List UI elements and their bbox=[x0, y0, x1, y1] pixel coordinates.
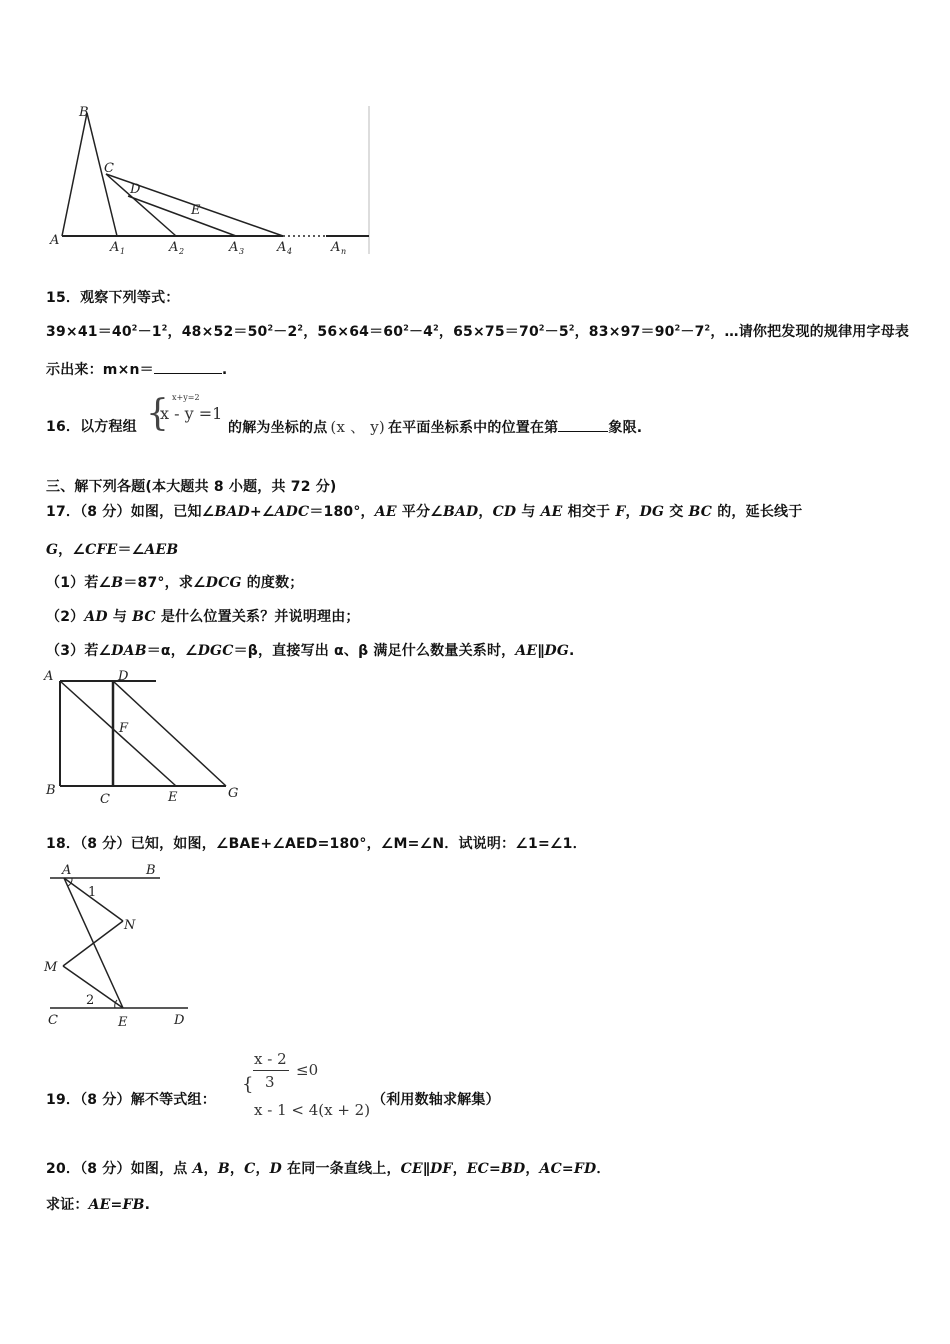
label-C: C bbox=[48, 1013, 58, 1028]
q19-denominator: 3 bbox=[265, 1073, 275, 1091]
q15-e5a: 2 bbox=[674, 323, 681, 333]
q19-line2: x - 1 < 4(x + 2) bbox=[254, 1101, 371, 1119]
q17-s3a: （3）若∠ bbox=[46, 643, 112, 659]
q19-numerator: x - 2 bbox=[254, 1050, 287, 1068]
label-C: C bbox=[100, 792, 110, 807]
q19-brace: { bbox=[242, 1074, 254, 1095]
q17-s2d: BC bbox=[132, 609, 156, 625]
q16-middle: 的解为坐标的点 bbox=[228, 420, 328, 436]
q17-t1: 平分∠ bbox=[396, 504, 443, 520]
q20-o: ， bbox=[525, 1161, 540, 1177]
label-E: E bbox=[191, 203, 201, 218]
q15-eq3: ，56×64＝60 bbox=[303, 324, 404, 340]
q15-line3 bbox=[46, 359, 227, 379]
q17-s1b: B bbox=[111, 575, 124, 591]
q17-eq180: ＝180°， bbox=[309, 504, 375, 520]
q15-m1: －1 bbox=[137, 324, 162, 340]
q17-l2c: CFE bbox=[85, 542, 118, 558]
q20-a: 20．（8 分）如图，点 bbox=[46, 1161, 193, 1177]
q17-comma1: ， bbox=[478, 504, 493, 520]
q17-s3f: AE bbox=[515, 643, 538, 659]
q15-e3b: 2 bbox=[433, 323, 439, 333]
q20-proof-b: AE=FB bbox=[88, 1197, 145, 1213]
seg-DA3 bbox=[128, 196, 236, 236]
label-C: C bbox=[104, 161, 114, 176]
q17-sub2 bbox=[46, 606, 360, 626]
label-D: D bbox=[130, 182, 141, 197]
label-D: D bbox=[118, 669, 129, 684]
section3-title: 三、解下列各题(本大题共 8 小题，共 72 分) bbox=[46, 479, 337, 495]
q19-prefix: 19．（8 分）解不等式组： bbox=[46, 1092, 216, 1108]
q17-s1a: （1）若∠ bbox=[46, 575, 112, 591]
q18-text: 18．（8 分）已知，如图，∠BAE+∠AED=180°，∠M=∠N．试说明：∠1=∠1． bbox=[46, 836, 587, 852]
q20-p: AC=FD bbox=[539, 1161, 597, 1177]
q17-s3e: ＝β，直接写出 α、β 满足什么数量关系时， bbox=[233, 643, 516, 659]
q17-s2b: AD bbox=[84, 609, 108, 625]
q20-n: EC=BD bbox=[466, 1161, 526, 1177]
q20-j: CE bbox=[400, 1161, 423, 1177]
q15-e4b: 2 bbox=[568, 323, 575, 333]
q17-sub3 bbox=[46, 640, 575, 660]
label-D: D bbox=[174, 1013, 185, 1028]
q16-end: 象限. bbox=[608, 420, 643, 436]
label-A4-sub: 4 bbox=[287, 247, 293, 256]
label-2: 2 bbox=[86, 993, 95, 1008]
q17-line2 bbox=[46, 539, 178, 559]
seg-CA2 bbox=[106, 174, 176, 236]
q15-e2b: 2 bbox=[297, 323, 304, 333]
q17-t2: 与 bbox=[516, 504, 541, 520]
label-N: N bbox=[124, 918, 136, 933]
q15-e3a: 2 bbox=[403, 323, 409, 333]
q16-eq-top: x+y=2 bbox=[172, 393, 200, 402]
q17-s2a: （2） bbox=[46, 609, 85, 625]
seg-AE bbox=[60, 681, 176, 786]
q17-dg: DG bbox=[639, 504, 665, 520]
figure-q14 bbox=[46, 96, 376, 266]
q17-s2e: 是什么位置关系？并说明理由； bbox=[155, 609, 360, 625]
label-A2-sub: 2 bbox=[179, 247, 185, 256]
q20-c: ， bbox=[203, 1161, 218, 1177]
q17-s3g: ∥ bbox=[537, 643, 545, 659]
label-A: A bbox=[62, 863, 72, 878]
label-A3: A bbox=[229, 240, 239, 255]
label-A1: A bbox=[110, 240, 120, 255]
q17-plus: +∠ bbox=[249, 504, 275, 520]
q17-s3b: DAB bbox=[111, 643, 147, 659]
q17-bc: BC bbox=[688, 504, 713, 520]
q17-s3i: . bbox=[569, 643, 575, 659]
q17-line1 bbox=[46, 501, 802, 521]
q17-sub1 bbox=[46, 572, 304, 592]
q15-heading: 15．观察下列等式： bbox=[46, 290, 180, 306]
label-A: A bbox=[50, 233, 60, 248]
label-A3-sub: 3 bbox=[239, 247, 245, 256]
q17-f: F bbox=[615, 504, 626, 520]
q15-e4a: 2 bbox=[538, 323, 545, 333]
q16-suffix: 在平面坐标系中的位置在第 bbox=[387, 420, 559, 436]
seg-DG bbox=[113, 681, 226, 786]
q17-s3h: DG bbox=[544, 643, 570, 659]
label-M: M bbox=[44, 960, 58, 975]
label-F: F bbox=[119, 721, 129, 736]
q15-e5b: 2 bbox=[704, 323, 711, 333]
q17-cd: CD bbox=[492, 504, 517, 520]
q17-t4: 交 bbox=[664, 504, 689, 520]
q17-s3c: ＝α，∠ bbox=[146, 643, 198, 659]
q17-ae2: AE bbox=[540, 504, 563, 520]
q17-ae1: AE bbox=[374, 504, 397, 520]
figure-q18 bbox=[40, 858, 200, 1030]
q16-rest bbox=[228, 416, 642, 437]
q15-e1b: 2 bbox=[161, 323, 168, 333]
q17-l2a: G bbox=[46, 542, 59, 558]
q17-s2c: 与 bbox=[107, 609, 133, 625]
label-An-sub: n bbox=[341, 247, 347, 256]
q17-s1e: 的度数； bbox=[241, 575, 304, 591]
label-B: B bbox=[46, 783, 56, 798]
q15-end: . bbox=[221, 362, 228, 378]
q15-m2: －2 bbox=[273, 324, 298, 340]
q20-d: B bbox=[217, 1161, 230, 1177]
q20-m: ， bbox=[452, 1161, 467, 1177]
q20-q: ． bbox=[596, 1161, 611, 1177]
q17-s1d: DCG bbox=[205, 575, 242, 591]
q17-comma2: ， bbox=[625, 504, 640, 520]
q17-s3d: DGC bbox=[197, 643, 234, 659]
q20-f: C bbox=[244, 1161, 256, 1177]
q20-e: ， bbox=[229, 1161, 245, 1177]
q16-answer-blank[interactable] bbox=[558, 417, 608, 432]
q20-proof-a: 求证： bbox=[46, 1197, 89, 1213]
q17-bad2: BAD bbox=[442, 504, 479, 520]
q20-proof bbox=[46, 1194, 150, 1214]
q20-k: ∥ bbox=[422, 1161, 431, 1177]
q15-eq4: ，65×75＝70 bbox=[438, 324, 539, 340]
q17-bad1: BAD bbox=[214, 504, 250, 520]
label-E: E bbox=[118, 1015, 128, 1030]
q15-prompt: 示出来：m×n＝ bbox=[46, 362, 154, 378]
label-A: A bbox=[44, 669, 54, 684]
label-G: G bbox=[228, 786, 239, 801]
q16-brace: { bbox=[146, 393, 169, 434]
seg-AB bbox=[62, 113, 87, 236]
q16-prefix: 16．以方程组 bbox=[46, 419, 137, 435]
q15-tail: ，…请你把发现的规律用字母表 bbox=[710, 324, 910, 340]
q17-l2b: ，∠ bbox=[58, 542, 86, 558]
q15-e1a: 2 bbox=[131, 323, 138, 333]
label-1: 1 bbox=[88, 885, 97, 900]
q20-g: ， bbox=[255, 1161, 270, 1177]
q19-note: （利用数轴求解集） bbox=[372, 1092, 500, 1108]
q20-proof-c: . bbox=[144, 1197, 151, 1213]
q17-t3: 相交于 bbox=[562, 504, 616, 520]
q15-answer-blank[interactable] bbox=[154, 359, 222, 374]
q15-e2a: 2 bbox=[267, 323, 274, 333]
label-An: A bbox=[331, 240, 341, 255]
label-E: E bbox=[168, 790, 178, 805]
label-A4: A bbox=[277, 240, 287, 255]
q17-t5: 的，延长线于 bbox=[712, 504, 803, 520]
q20-line1 bbox=[46, 1158, 611, 1178]
q17-s1c: ＝87°，求∠ bbox=[123, 575, 206, 591]
q15-equations bbox=[46, 321, 909, 341]
label-B: B bbox=[79, 105, 89, 120]
q20-h: D bbox=[269, 1161, 282, 1177]
q17-l2d: ＝∠ bbox=[117, 542, 145, 558]
q15-eq1: 39×41＝40 bbox=[46, 324, 132, 340]
label-A2: A bbox=[169, 240, 179, 255]
q15-eq5: ，83×97＝90 bbox=[574, 324, 675, 340]
q15-m3: －4 bbox=[408, 324, 434, 340]
q16-eq-bottom: x - y =1 bbox=[160, 404, 223, 423]
q16-point: (x 、 y) bbox=[330, 418, 385, 436]
q17-l2e: AEB bbox=[144, 542, 179, 558]
q15-m5: －7 bbox=[680, 324, 705, 340]
q20-b: A bbox=[192, 1161, 204, 1177]
q15-m4: －5 bbox=[544, 324, 569, 340]
label-B: B bbox=[146, 863, 156, 878]
q17-adc: ADC bbox=[274, 504, 310, 520]
q20-l: DF bbox=[430, 1161, 453, 1177]
label-A1-sub: 1 bbox=[120, 247, 126, 256]
q20-i: 在同一条直线上， bbox=[281, 1161, 401, 1177]
q19-fraction-bar bbox=[253, 1070, 289, 1071]
q19-le: ≤0 bbox=[296, 1061, 319, 1079]
figure-q17 bbox=[40, 664, 250, 808]
q17-p1: 17．（8 分）如图，已知∠ bbox=[46, 504, 215, 520]
q15-eq2: ，48×52＝50 bbox=[167, 324, 268, 340]
